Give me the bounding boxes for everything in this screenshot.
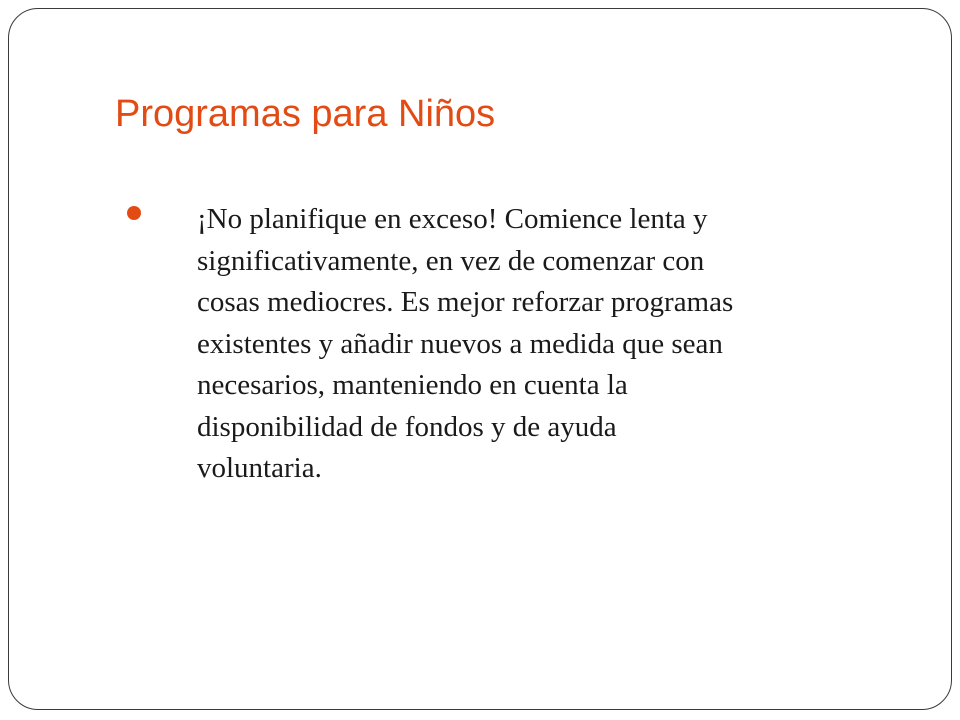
bullet-line: significativamente, en vez de comenzar con	[197, 244, 705, 277]
bullet-dot-icon	[127, 206, 141, 220]
bullet-line: voluntaria.	[197, 452, 322, 484]
bullet-line: ¡No planifique en exceso! Comience lenta y	[197, 203, 708, 235]
slide-frame	[8, 8, 952, 710]
bullet-line: existentes y añadir nuevos a medida que sean	[197, 327, 723, 360]
bullet-text	[197, 199, 927, 490]
slide-title: Programas para Niños	[115, 93, 496, 135]
bullet-line: necesarios, manteniendo en cuenta la	[197, 369, 628, 401]
bullet-line: cosas mediocres. Es mejor reforzar programas	[197, 286, 734, 318]
bullet-line: disponibilidad de fondos y de ayuda	[197, 410, 617, 443]
